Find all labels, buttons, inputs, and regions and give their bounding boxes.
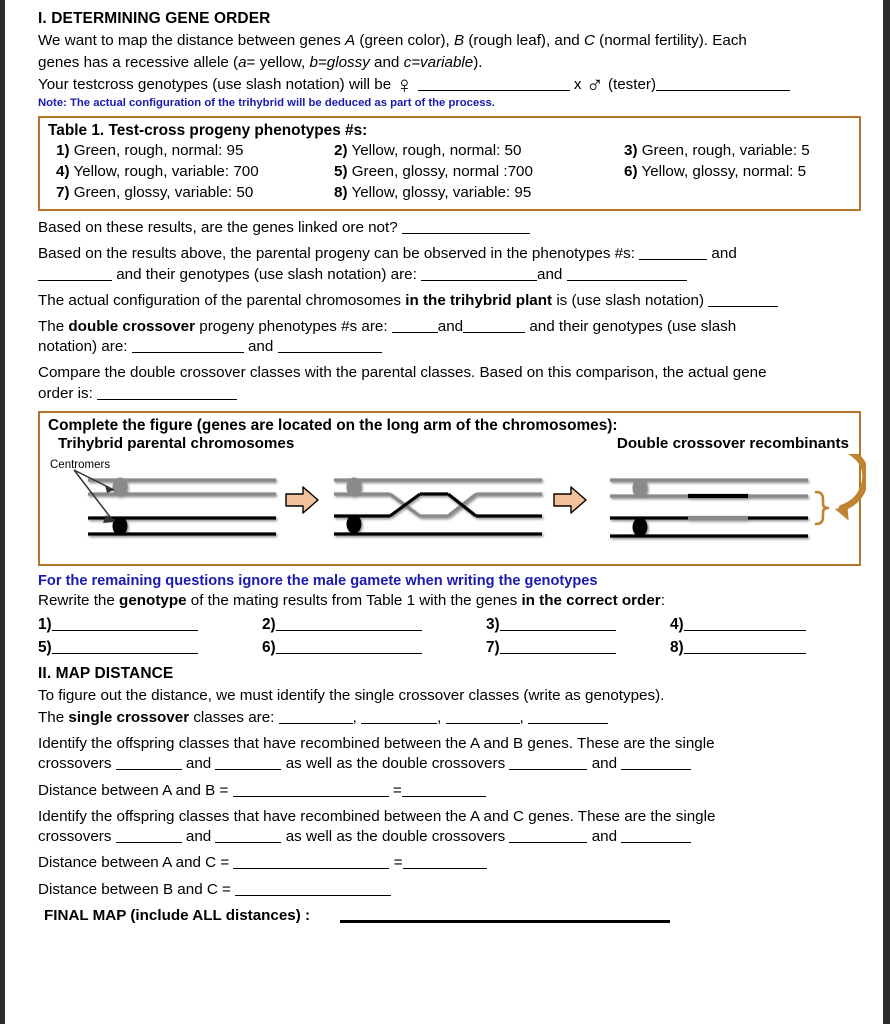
table-cell [624,183,851,204]
table-cell [56,183,334,204]
dco-and-1: and [437,317,464,335]
centromere-black [347,514,362,533]
centromere-black [633,517,648,536]
testcross-line [38,72,861,100]
alleles-text-a: genes has a recessive allele ( [38,54,239,72]
phenotype-number: 3) [624,142,638,160]
rewrite-slot-blank[interactable] [684,639,806,654]
section-1-heading: I. DETERMINING GENE ORDER [38,10,271,27]
section-1-intro [38,31,861,51]
worksheet-page [5,0,883,1024]
rewrite-slot [38,636,262,659]
crossover-chromosome-black [334,494,542,534]
figure-right-label: Double crossover recombinants [616,434,849,452]
phenotype-number: 5) [334,163,348,181]
ac-and-1: and [185,828,212,846]
question-compare [38,363,861,403]
allele-a-label: a [238,54,247,72]
rewrite-bold-order: in the correct order [521,591,661,609]
sco-text-a: The [38,709,69,727]
parental-and-1: and [711,245,737,263]
rewrite-text-b: of the mating results from Table 1 with the genes [186,591,522,609]
phenotype-number: 7) [56,184,70,202]
table-cell [334,183,624,204]
process-arrow-2 [554,487,586,513]
male-symbol-icon: ♂ [585,72,604,100]
testcross-tester-label: (tester) [607,76,657,94]
phenotype-number: 8) [334,184,348,202]
dco-phenotype-blank-1[interactable] [392,318,438,333]
female-symbol-icon: ♀ [395,72,414,100]
question-linked [38,218,861,238]
phenotype-text: Yellow, glossy, normal: 5 [637,163,807,181]
ab-and-1: and [185,755,212,773]
question-configuration [38,291,861,311]
dco-genotype-blank-2[interactable] [278,338,382,353]
process-arrow-1 [286,487,318,513]
centromere-label: Centromers [50,458,111,471]
dco-text-bold: double crossover [68,317,196,335]
phenotype-text: Green, glossy, normal :700 [347,163,533,181]
figure-subtitles [48,435,853,452]
rewrite-slot-number: 4) [670,615,684,633]
figure-instruction: Complete the figure (genes are located on the long arm of the chromosomes): [48,416,618,434]
gene-a-label: A [345,32,356,49]
ac-dco-blank-2[interactable] [621,828,691,843]
rewrite-slot-blank[interactable] [52,639,198,654]
rewrite-slot [486,636,670,659]
rewrite-text-c: : [660,591,665,609]
dco-text-b: progeny phenotypes #s are: [199,317,388,335]
distance-ab-blank-1[interactable] [233,782,389,797]
question-parental-genotypes: and their genotypes (use slash notation) are: [116,265,417,283]
trihybrid-note: Note: The actual configuration of the trihybrid will be deduced as part of the process. [38,97,495,110]
ac-dco-blank-1[interactable] [509,828,587,843]
table-row [48,183,851,204]
gene-b-label: B [453,32,465,49]
distance-ac [38,853,861,873]
table-row [48,162,851,183]
config-text-b: is (use slash notation) [556,291,705,309]
testcross-text: Your testcross genotypes (use slash notation) will be [38,76,392,94]
section-1-alleles [38,53,861,73]
alleles-text-d: ). [473,54,483,72]
ab-dco-blank-1[interactable] [509,755,587,770]
figure-box [38,411,861,566]
rewrite-slot-number: 3) [486,615,500,633]
page-edge-right [883,0,890,1024]
section-2-heading: II. MAP DISTANCE [38,665,174,683]
rewrite-slot [670,636,861,659]
ab-identify-text: Identify the offspring classes that have recombined between the A and B genes. These are the single [38,735,715,753]
config-blank[interactable] [708,292,778,307]
intro-text-d: (normal fertility). Each [594,32,747,49]
table-cell [56,141,334,162]
phenotype-number: 6) [624,163,638,181]
parental-phenotype-blank-2[interactable] [38,265,112,280]
rewrite-slot-number: 7) [486,639,500,657]
gene-order-blank[interactable] [97,384,237,399]
config-text-bold: in the trihybrid plant [405,291,553,309]
distance-ab [38,781,861,801]
distance-bc [38,880,861,900]
recombinant-chromosome-black [610,517,808,536]
gene-c-label: C [583,32,595,49]
ab-crossovers-label: crossovers [38,755,112,773]
ab-sco-blank-2[interactable] [215,755,281,770]
testcross-cross-symbol: x [573,76,582,94]
section-2-intro: To figure out the distance, we must identify the single crossover classes (write as genotypes). [38,687,665,705]
intro-text-c: (rough leaf), and [464,32,584,49]
phenotype-text: Yellow, glossy, variable: 95 [347,184,532,202]
distance-ac-label: Distance between A and C = [38,854,230,872]
rewrite-row-2 [38,636,861,659]
alleles-text-b: = yellow, [246,54,310,72]
question-parental [38,244,861,284]
final-map-row [38,906,861,926]
ab-and-2: and [591,755,618,773]
compare-text-a: Compare the double crossover classes with the parental classes. Based on this comparison, the actual gene [38,364,767,382]
rewrite-slot-blank[interactable] [684,616,806,631]
sco-blank-4[interactable] [528,709,608,724]
table-cell [624,141,851,162]
sco-blank-1[interactable] [279,709,353,724]
recombinant-brace [816,492,829,524]
ab-dco-label: as well as the double crossovers [285,755,506,773]
distance-ab-blank-2[interactable] [402,782,486,797]
centromere-pointer-2 [74,470,114,522]
phenotype-text: Yellow, rough, normal: 50 [347,142,522,160]
table-cell [56,162,334,183]
testcross-male-blank[interactable] [656,76,790,91]
final-map-label: FINAL MAP (include ALL distances) : [44,906,311,924]
distance-ab-equals: = [392,781,402,799]
phenotype-number: 4) [56,163,70,181]
parental-and-2: and [537,265,563,283]
rewrite-slot-number: 5) [38,639,52,657]
table-cell [334,162,624,183]
table-cell [334,141,624,162]
table-1-title: Table 1. Test-cross progeny phenotypes #s: [48,122,368,140]
table-row [48,141,851,162]
distance-bc-label: Distance between B and C = [38,880,231,898]
distance-ac-blank-2[interactable] [403,854,487,869]
ab-dco-blank-2[interactable] [621,755,691,770]
chromosome-figure [48,454,853,562]
rewrite-slot-blank[interactable] [276,616,422,631]
figure-left-label: Trihybrid parental chromosomes [58,434,295,452]
ac-recombination-question [38,807,861,847]
parental-genotype-blank-1[interactable] [421,265,537,280]
rewrite-slot [262,613,486,636]
compare-text-b: order is: [38,384,93,402]
question-linked-text: Based on these results, are the genes linked ore not? [38,219,398,237]
allele-b-label: b=glossy [309,54,370,72]
distance-bc-blank[interactable] [235,880,391,895]
rewrite-slot-blank[interactable] [500,616,616,631]
ac-sco-blank-1[interactable] [116,828,182,843]
rewrite-slot [486,613,670,636]
phenotype-number: 1) [56,142,70,160]
distance-ac-equals: = [393,854,403,872]
parental-chromosome-pair-black [88,516,276,535]
phenotype-text: Yellow, rough, variable: 700 [69,163,259,181]
rewrite-slot-number: 6) [262,639,276,657]
rewrite-bold-genotype: genotype [119,591,187,609]
question-parental-text: Based on the results above, the parental progeny can be observed in the phenotypes #s: [38,245,635,263]
phenotype-text: Green, rough, normal: 95 [69,142,244,160]
rewrite-slot [670,613,861,636]
distance-ab-label: Distance between A and B = [38,781,229,799]
ab-recombination-question [38,734,861,774]
centromere-gray [633,478,648,497]
recombinant-curved-arrow [838,454,866,508]
allele-c-label: c=variable [403,54,474,72]
intro-text-b: (green color), [355,32,454,49]
table-1-box [38,116,861,211]
ac-crossovers-label: crossovers [38,828,112,846]
phenotype-text: Green, rough, variable: 5 [637,142,810,160]
phenotype-number: 2) [334,142,348,160]
crossover-chromosome-gray [334,477,542,516]
testcross-female-blank[interactable] [418,76,570,91]
dco-text-a: The [38,317,65,335]
rewrite-slot-blank[interactable] [276,639,422,654]
single-crossover-classes: The single crossover classes are: , , , [38,708,861,728]
rewrite-slot-number: 1) [38,615,52,633]
rewrite-row-1 [38,613,861,636]
table-cell [624,162,851,183]
rewrite-slot-blank[interactable] [52,616,198,631]
config-text-a: The actual configuration of the parental chromosomes [38,291,402,309]
alleles-text-c: and [369,54,404,72]
question-linked-blank[interactable] [402,219,530,234]
recombinant-chromosome-gray [610,478,808,497]
centromere-black [113,516,128,535]
sco-text-b: classes are: [189,709,275,727]
ignore-male-gamete-heading: For the remaining questions ignore the male gamete when writing the genotypes [38,572,598,589]
question-double-crossover [38,317,861,357]
rewrite-slot [38,613,262,636]
dco-genotype-blank-1[interactable] [132,338,244,353]
distance-ac-blank-1[interactable] [233,854,389,869]
sco-text-bold: single crossover [68,709,190,727]
parental-genotype-blank-2[interactable] [567,265,687,280]
dco-text-c: and their genotypes (use slash [529,317,737,335]
ab-sco-blank-1[interactable] [116,755,182,770]
parental-chromosome-pair-gray [88,477,276,496]
chromosome-diagram-svg [48,454,866,562]
ac-sco-blank-2[interactable] [215,828,281,843]
ac-identify-text: Identify the offspring classes that have recombined between the A and C genes. These are the single [38,807,716,825]
rewrite-instruction [38,591,861,611]
dco-text-d: notation) are: [38,338,128,356]
rewrite-slot-blank[interactable] [500,639,616,654]
intro-text-a: We want to map the distance between genes [38,32,346,49]
rewrite-slot [262,636,486,659]
dco-phenotype-blank-2[interactable] [463,318,525,333]
rewrite-text-a: Rewrite the [38,591,120,609]
final-map-blank[interactable] [340,908,670,923]
parental-phenotype-blank-1[interactable] [639,245,707,260]
ac-and-2: and [591,828,618,846]
ac-dco-label: as well as the double crossovers [285,828,506,846]
rewrite-slot-number: 8) [670,639,684,657]
centromere-gray [113,477,128,496]
phenotype-text: Green, glossy, variable: 50 [69,184,254,202]
dco-and-2: and [247,338,274,356]
sco-blank-2[interactable] [361,709,437,724]
rewrite-slot-number: 2) [262,615,276,633]
sco-blank-3[interactable] [446,709,520,724]
